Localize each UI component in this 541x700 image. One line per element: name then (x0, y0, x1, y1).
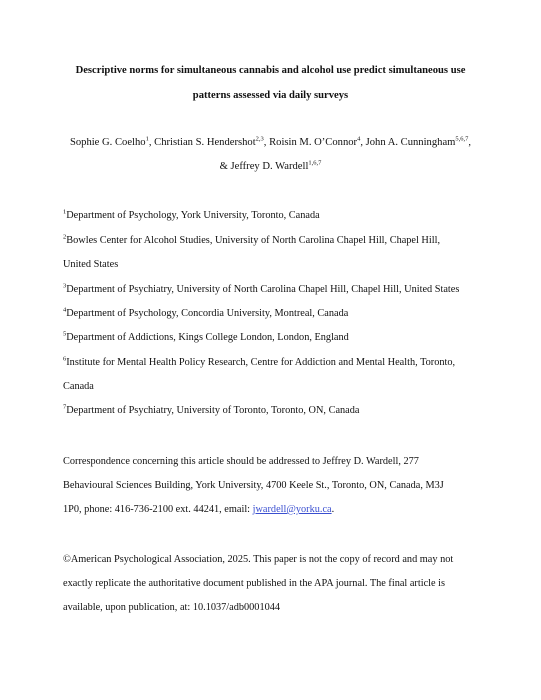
affiliation-text: Institute for Mental Health Policy Research, Centre for Addiction and Mental Health, Toronto, (66, 357, 456, 368)
author-affiliation-sup: 4 (357, 135, 361, 143)
affiliation-number: 5 (63, 330, 67, 338)
author-name: Roisin M. O’Connor (269, 137, 358, 148)
affiliation-text: Bowles Center for Alcohol Studies, University of North Carolina Chapel Hill, Chapel Hill, (66, 235, 441, 246)
author-name: John A. Cunningham (365, 137, 456, 148)
affiliation-1 (63, 209, 483, 223)
affiliation-number: 7 (63, 403, 67, 411)
affiliation-text: Department of Psychology, York University, Toronto, Canada (66, 210, 320, 221)
author-name: Christian S. Hendershot (154, 137, 256, 148)
author-affiliation-sup: 2,3 (255, 135, 264, 143)
paper-title-line-1: Descriptive norms for simultaneous cannabis and alcohol use predict simultaneous use (75, 65, 466, 76)
affiliation-5 (63, 331, 483, 345)
affiliation-text: Department of Psychiatry, University of Toronto, Toronto, ON, Canada (66, 405, 360, 416)
affiliation-number: 2 (63, 233, 67, 241)
affiliation-number: 3 (63, 282, 67, 290)
author-affiliation-sup: 1,6,7 (308, 159, 322, 167)
author-list-line-2 (20, 160, 521, 174)
affiliation-number: 6 (63, 355, 67, 363)
correspondence-line-2: Behavioural Sciences Building, York University, 4700 Keele St., Toronto, ON, Canada, M3J (63, 480, 444, 491)
affiliation-4 (63, 307, 483, 321)
email-link[interactable]: jwardell@yorku.ca (252, 504, 332, 515)
affiliation-6 (63, 356, 483, 370)
affiliation-6-continued: Canada (63, 381, 94, 392)
author-name: & Jeffrey D. Wardell (219, 161, 309, 172)
copyright-line-1: ©American Psychological Association, 2025. This paper is not the copy of record and may not (63, 554, 454, 565)
affiliation-3 (63, 283, 483, 297)
affiliation-text: Department of Addictions, Kings College London, London, England (66, 332, 349, 343)
affiliation-text: Department of Psychology, Concordia University, Montreal, Canada (66, 308, 349, 319)
affiliation-2 (63, 234, 483, 248)
affiliation-text: Department of Psychiatry, University of North Carolina Chapel Hill, Chapel Hill, United States (66, 284, 460, 295)
correspondence-line-3 (63, 503, 483, 517)
correspondence-contact-text: 1P0, phone: 416-736-2100 ext. 44241, email: (63, 504, 253, 515)
copyright-line-3: available, upon publication, at: 10.1037/adb0001044 (63, 602, 281, 613)
author-list-line-1 (20, 136, 521, 150)
copyright-line-2: exactly replicate the authoritative document published in the APA journal. The final article is (63, 578, 446, 589)
affiliation-number: 4 (63, 306, 67, 314)
author-separator: , (360, 137, 366, 148)
author-name: Sophie G. Coelho (69, 137, 146, 148)
correspondence-line-1: Correspondence concerning this article should be addressed to Jeffrey D. Wardell, 277 (63, 456, 419, 467)
author-separator: , (148, 137, 155, 148)
author-separator: , (263, 137, 270, 148)
author-affiliation-sup: 1 (145, 135, 149, 143)
paper-title-line-2: patterns assessed via daily surveys (192, 90, 349, 101)
author-separator: , (468, 137, 472, 148)
author-affiliation-sup: 5,6,7 (455, 135, 469, 143)
affiliation-7 (63, 404, 483, 418)
affiliation-2-continued: United States (63, 259, 119, 270)
affiliation-number: 1 (63, 208, 67, 216)
correspondence-period: . (331, 504, 335, 515)
